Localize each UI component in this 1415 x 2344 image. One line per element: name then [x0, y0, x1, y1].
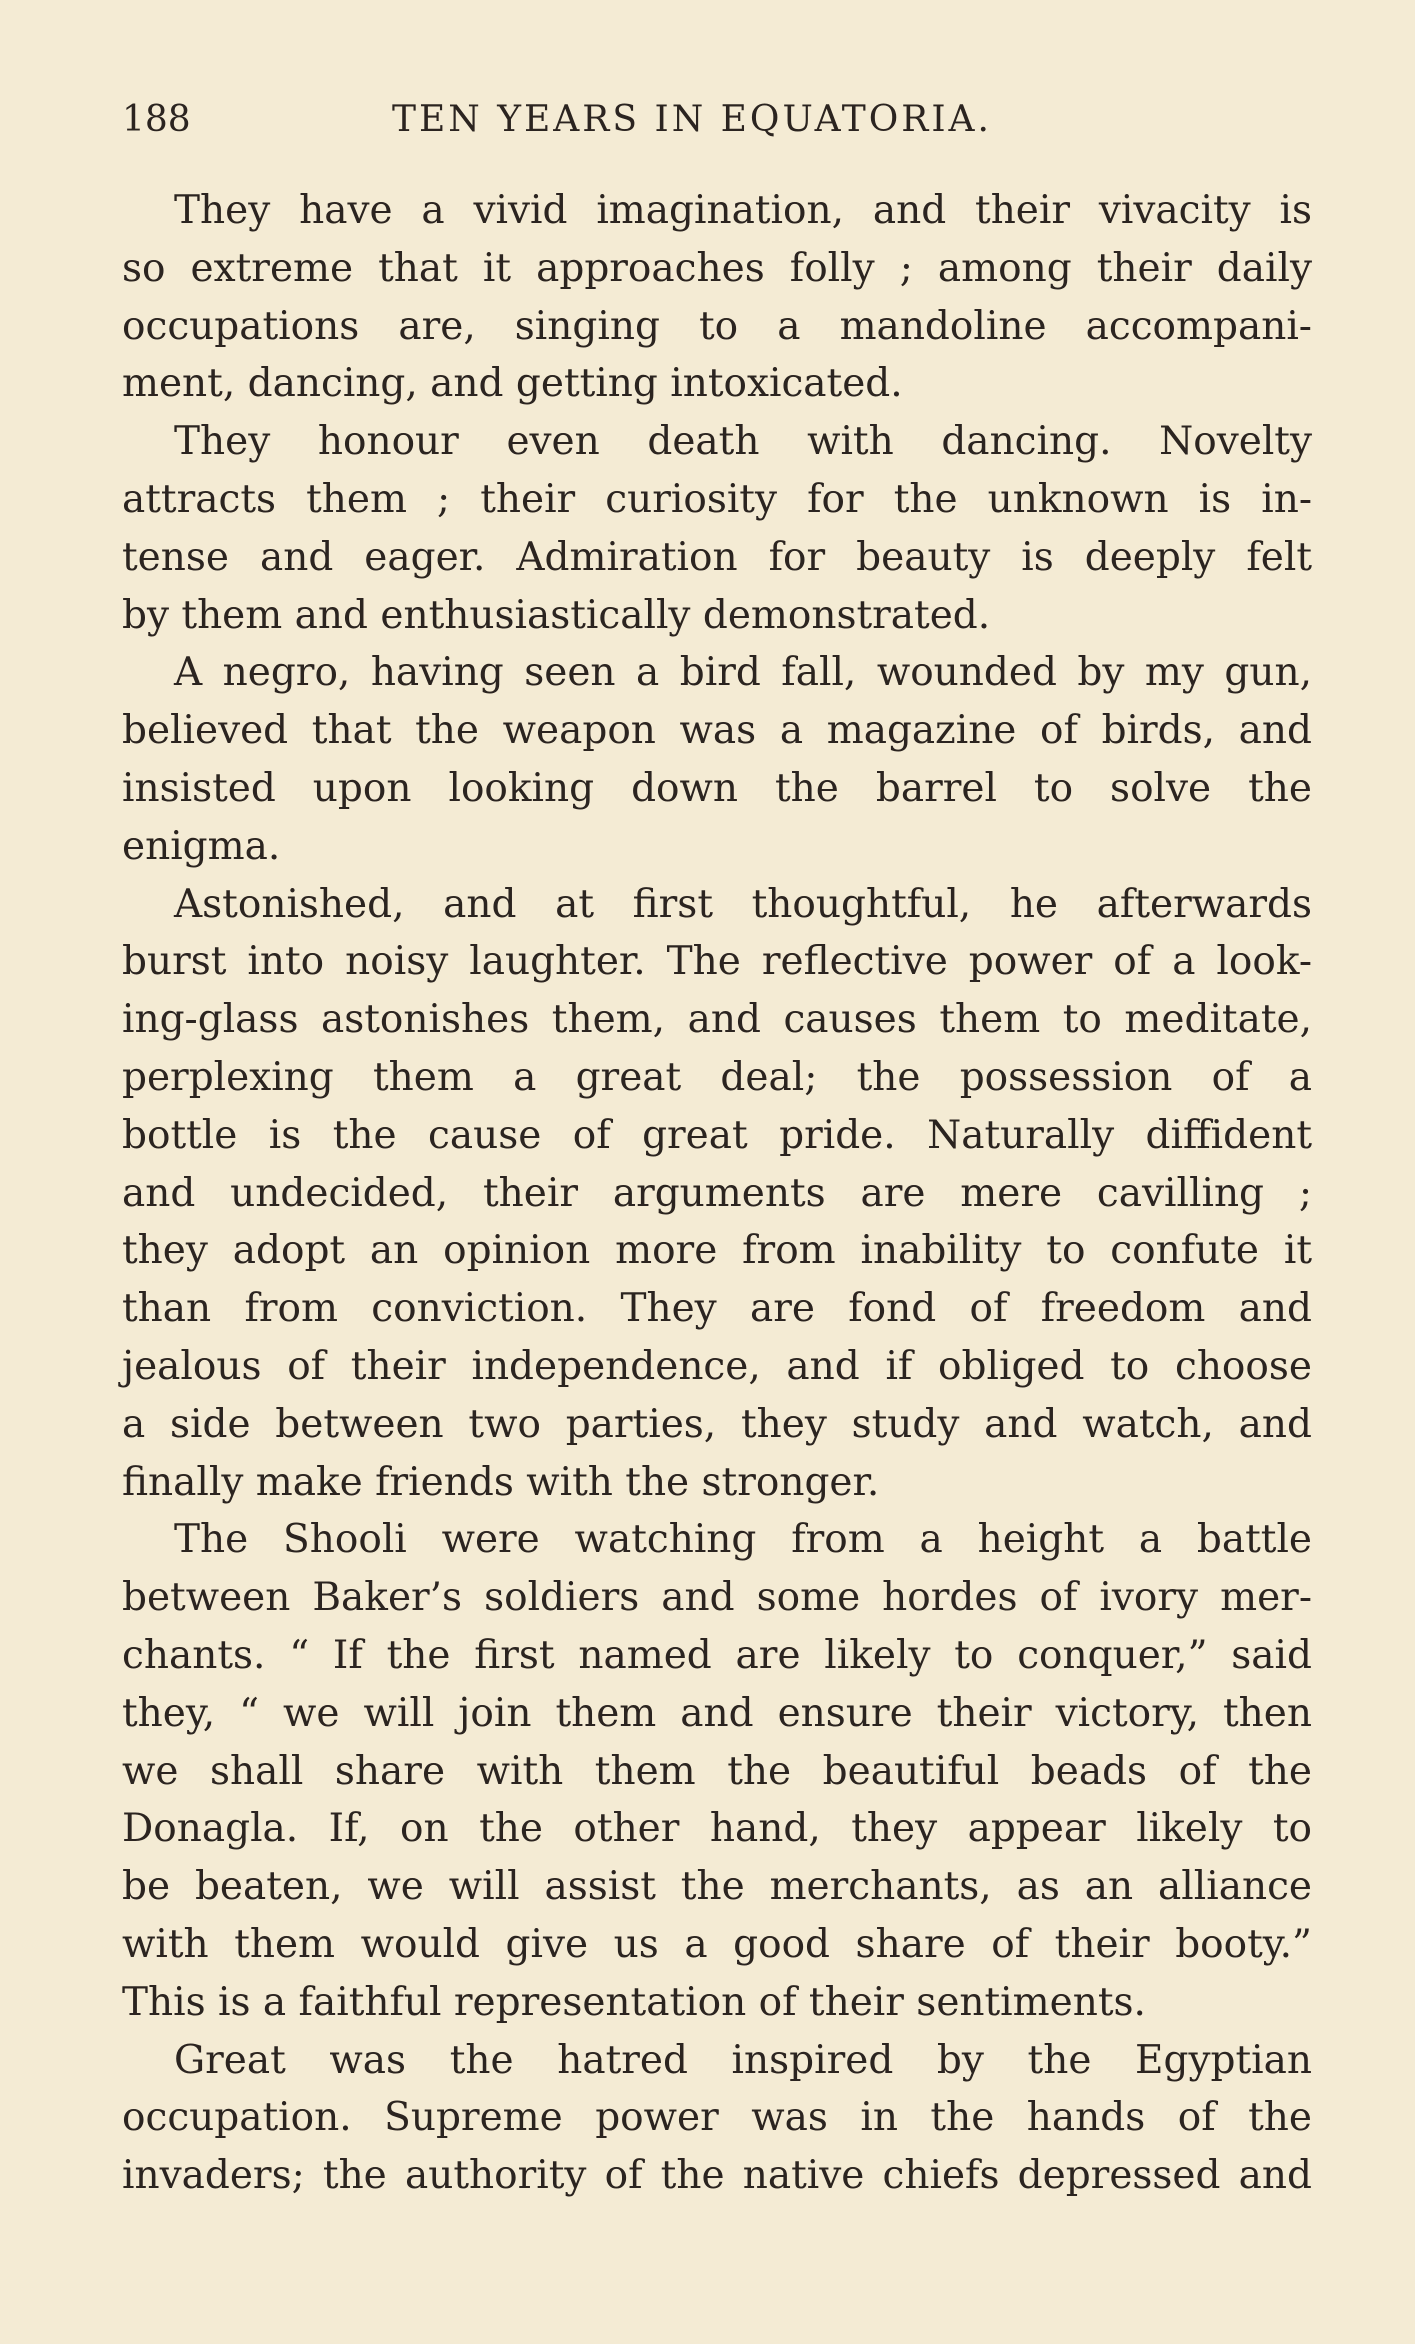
- text-line: by them and enthusiastically demonstrated.: [122, 592, 991, 638]
- text-line: chants. “ If the first named are likely to conquer,” said: [122, 1632, 1312, 1678]
- text-line: we shall share with them the beautiful beads of the: [122, 1748, 1312, 1794]
- text-line: invaders; the authority of the native chiefs depressed and: [122, 2153, 1312, 2199]
- text-line: they adopt an opinion more from inability to confute it: [122, 1228, 1312, 1274]
- text-line: ment, dancing, and getting intoxicated.: [122, 361, 903, 407]
- text-line: Great was the hatred inspired by the Egyptian: [174, 2037, 1312, 2083]
- text-line: This is a faithful representation of their sentiments.: [122, 1979, 1146, 2025]
- running-head: TEN YEARS IN EQUATORIA.: [392, 99, 992, 140]
- page-number: 188: [122, 99, 191, 140]
- text-line: between Baker’s soldiers and some hordes of ivory mer-: [122, 1575, 1312, 1621]
- text-line: with them would give us a good share of their booty.”: [122, 1921, 1312, 1967]
- text-line: and undecided, their arguments are mere cavilling ;: [122, 1170, 1312, 1216]
- text-line: burst into noisy laughter. The reflective power of a look-: [122, 939, 1312, 985]
- text-line: attracts them ; their curiosity for the unknown is in-: [122, 476, 1312, 522]
- text-line: occupations are, singing to a mandoline accompani-: [122, 303, 1312, 349]
- text-line: They honour even death with dancing. Novelty: [174, 419, 1312, 465]
- text-line: finally make friends with the stronger.: [122, 1459, 880, 1505]
- text-line: they, “ we will join them and ensure their victory, then: [122, 1690, 1312, 1736]
- text-line: believed that the weapon was a magazine of birds, and: [122, 708, 1312, 754]
- text-line: be beaten, we will assist the merchants, as an alliance: [122, 1864, 1312, 1910]
- page-header: [122, 96, 1312, 144]
- text-line: A negro, having seen a bird fall, wounded by my gun,: [174, 650, 1312, 696]
- text-line: than from conviction. They are fond of freedom and: [122, 1286, 1312, 1332]
- text-line: occupation. Supreme power was in the hands of the: [122, 2095, 1312, 2141]
- text-line: a side between two parties, they study and watch, and: [122, 1401, 1312, 1447]
- text-line: insisted upon looking down the barrel to solve the: [122, 765, 1312, 811]
- text-line: tense and eager. Admiration for beauty is deeply felt: [122, 534, 1312, 580]
- text-line: bottle is the cause of great pride. Naturally diffident: [122, 1112, 1312, 1158]
- text-line: Donagla. If, on the other hand, they appear likely to: [122, 1806, 1312, 1852]
- text-line: jealous of their independence, and if obliged to choose: [122, 1343, 1312, 1389]
- text-line: ing-glass astonishes them, and causes them to meditate,: [122, 997, 1312, 1043]
- text-line: enigma.: [122, 823, 281, 869]
- text-line: perplexing them a great deal; the possession of a: [122, 1054, 1312, 1100]
- text-line: The Shooli were watching from a height a battle: [174, 1517, 1312, 1563]
- text-line: Astonished, and at first thoughtful, he afterwards: [174, 881, 1312, 927]
- body-text: [122, 182, 1312, 2205]
- text-line: They have a vivid imagination, and their vivacity is: [174, 188, 1312, 233]
- text-line: so extreme that it approaches folly ; among their daily: [122, 245, 1312, 291]
